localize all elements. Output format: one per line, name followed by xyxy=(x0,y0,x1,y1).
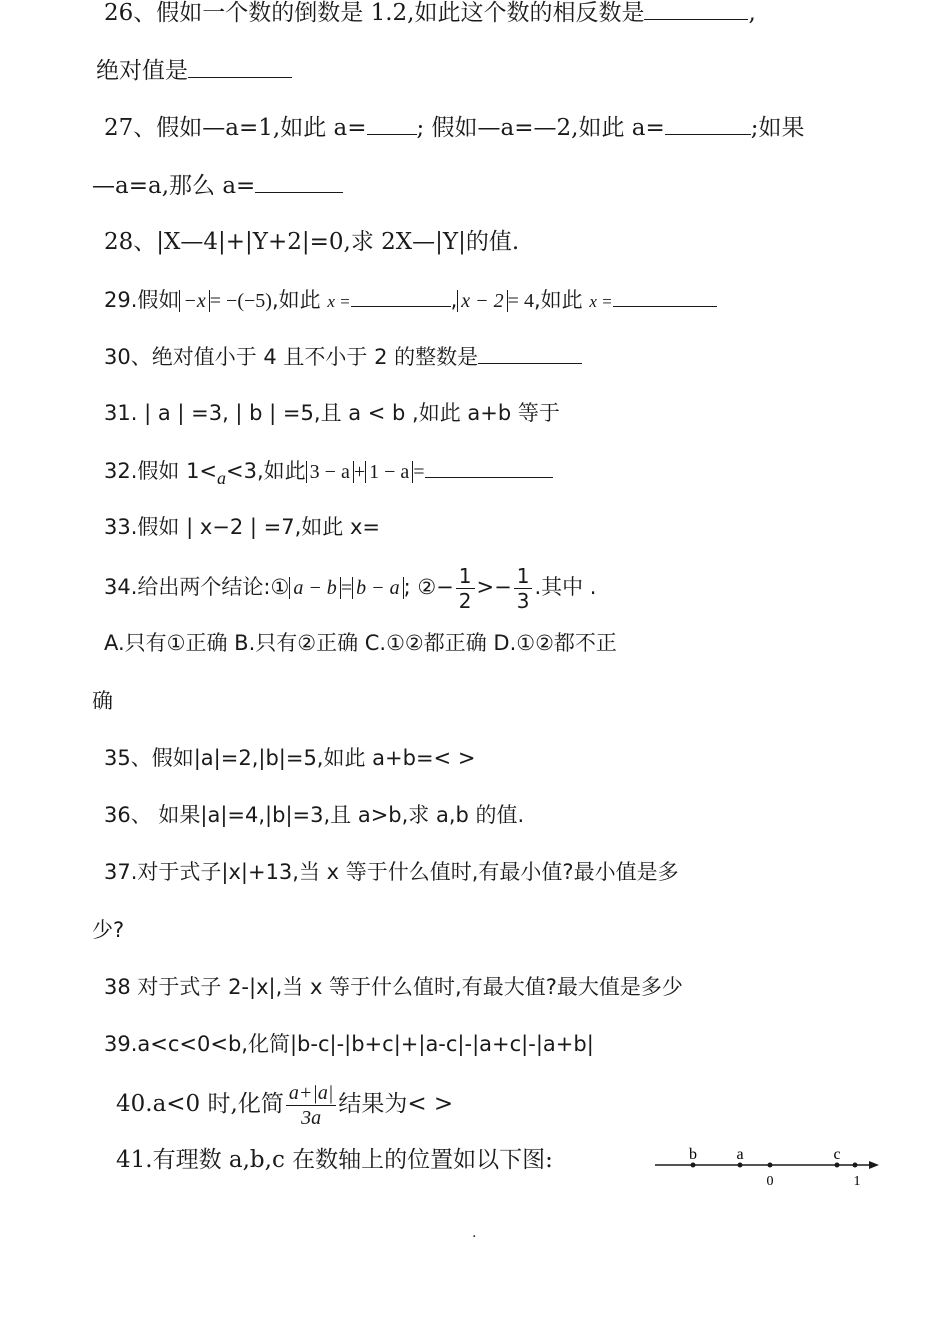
label-zero: 0 xyxy=(766,1174,774,1189)
label-b: b xyxy=(689,1146,697,1163)
number-line-arrow xyxy=(869,1161,879,1169)
label-c: c xyxy=(833,1146,841,1163)
question-39: 39.a<c<0<b,化简|b-c|-|b+c|+|a-c|-|a+c|-|a+b| xyxy=(104,1032,594,1056)
question-27-line-1: 27、假如—a=1,如此 a= ; 假如—a=—2,如此 a= ;如果 xyxy=(104,112,805,143)
question-37-line-2: 少? xyxy=(92,918,125,942)
question-31: 31. | a | =3, | b | =5,且 a < b ,如此 a+b 等于 xyxy=(104,401,560,425)
question-26-line-2: 绝对值是 xyxy=(96,55,292,86)
question-35: 35、假如|a|=2,|b|=5,如此 a+b=< > xyxy=(104,746,476,770)
answer-blank[interactable] xyxy=(665,112,751,135)
fraction-one-third: $\frac{1}{3}$ xyxy=(514,564,533,613)
question-27-line-2: —a=a,那么 a= xyxy=(92,170,343,201)
answer-blank[interactable] xyxy=(351,284,451,307)
question-36: 36、 如果|a|=4,|b|=3,且 a>b,求 a,b 的值. xyxy=(104,803,525,827)
question-37-line-1: 37.对于式子|x|+13,当 x 等于什么值时,有最小值?最小值是多 xyxy=(104,860,679,884)
fraction-one-half: $\frac{1}{2}$ xyxy=(456,564,475,613)
question-38: 38 对于式子 2-|x|,当 x 等于什么值时,有最大值?最大值是多少 xyxy=(104,975,683,999)
question-41: 41.有理数 a,b,c 在数轴上的位置如以下图: xyxy=(116,1147,553,1173)
question-26-line-1: 26、假如一个数的倒数是 1.2,如此这个数的相反数是 , xyxy=(104,0,756,28)
answer-blank[interactable] xyxy=(425,455,553,478)
answer-blank[interactable] xyxy=(367,112,417,135)
question-34-options-line-1: A.只有①正确 B.只有②正确 C.①②都正确 D.①②都不正 xyxy=(104,631,617,655)
point-one xyxy=(853,1163,858,1168)
question-28: 28、|X—4|+|Y+2|=0,求 2X—|Y|的值. xyxy=(104,229,520,255)
number-line-diagram xyxy=(650,1140,885,1190)
answer-blank[interactable] xyxy=(644,0,748,20)
answer-blank[interactable] xyxy=(188,55,292,78)
label-a: a xyxy=(736,1146,744,1163)
question-32: 32.假如 1<a<3,如此 3 − a + 1 − a = xyxy=(104,455,553,487)
point-b xyxy=(691,1163,696,1168)
question-34-options-line-2: 确 xyxy=(92,689,113,713)
question-40: 40.a<0 时,化简 $\frac{a+|a|}{3a}$ 结果为< > xyxy=(116,1081,454,1129)
question-30: 30、绝对值小于 4 且不小于 2 的整数是 xyxy=(104,341,582,372)
question-33: 33.假如 | x−2 | =7,如此 x= xyxy=(104,515,380,539)
footer-dot: . xyxy=(472,1225,477,1241)
answer-blank[interactable] xyxy=(613,284,717,307)
label-one: 1 xyxy=(853,1174,861,1189)
point-c xyxy=(835,1163,840,1168)
point-a xyxy=(738,1163,743,1168)
fraction-expression: $\frac{a+|a|}{3a}$ xyxy=(286,1081,337,1130)
point-zero xyxy=(768,1163,773,1168)
question-34: 34.给出两个结论:① a − b = b − a ; ②− $\frac{1}{2}$ >− $\frac{1}{3}$ .其中 . xyxy=(104,563,597,613)
answer-blank[interactable] xyxy=(478,341,582,364)
question-29: 29.假如 −x = −(−5),如此 x = , x − 2 = 4,如此 x = xyxy=(104,284,717,317)
answer-blank[interactable] xyxy=(255,170,343,193)
